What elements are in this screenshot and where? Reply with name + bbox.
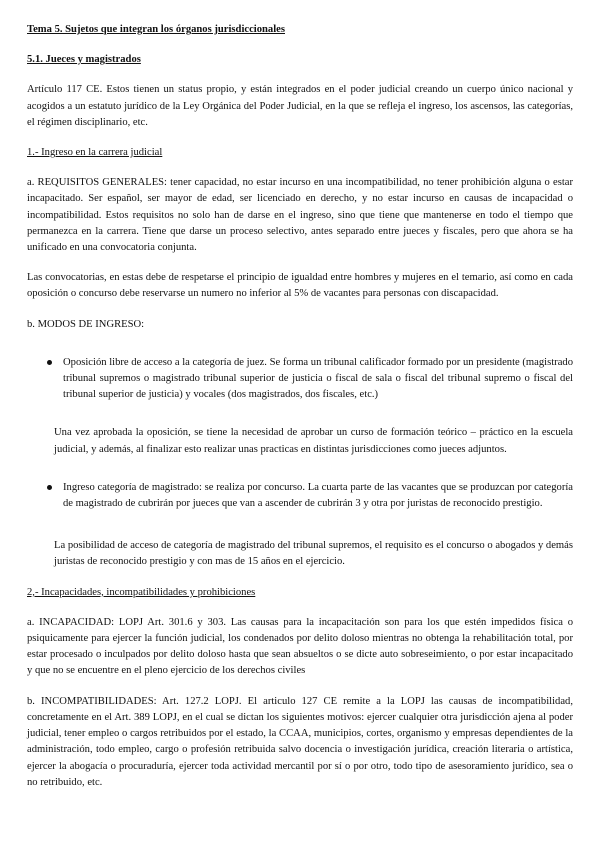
bullet-icon <box>47 360 52 365</box>
magistrado-note: La posibilidad de acceso de categoría de magistrado del tribunal supremos, el requisito es el concurso o abogados y demás juristas de reconocido prestigio y con mas de 15 años en el ejercicio. <box>54 540 573 568</box>
list-item-text: Oposición libre de acceso a la categoría de juez. Se forma un tribunal calificador formado por un presidente (magistrado tribunal supremos o magistrado tribunal superior de justicia o fiscal de sala o fiscal del tribunal supremo o fiscal del tribunal superior de justicia) y vocales (dos magistrados, dos fiscales, etc.) <box>63 356 573 401</box>
intro-paragraph: Artículo 117 CE. Estos tienen un status propio, y están integrados en el poder judicial creando un cuerpo único nacional y acogidos a un estatuto jurídico de la Ley Orgánica del Poder Judicial, en la que se refleja el ingreso, los ascensos, las categorías, el régimen disciplinario, etc. <box>27 84 573 128</box>
incompatibilidades-paragraph: b. INCOMPATIBILIDADES: Art. 127.2 LOPJ. El articulo 127 CE remite a la LOPJ las causas de incompatibilidad, concretamente en el Art. 389 LOPJ, en el cual se dictan los siguientes motivos: ejercer cualquier otra jurisdicción ajena al poder judicial, tener empleo o cargos retribuidos por el estado, la CCAA, municipios, cortes, organismo y empresas dependientes de la administración, todo empleo, cargo o profesión retribuida salvo docencia o investigación jurídica, creación literaria o artística, ejercer la abogacía o procuraduría, ejercer toda actividad mercantil por sí o por otro, todo tipo de asesoramiento jurídico, sea o no retribuido, etc. <box>27 695 573 788</box>
section-heading-incapacidades: 2,- Incapacidades, incompatibilidades y prohibiciones <box>27 586 256 598</box>
list-item-oposicion <box>27 355 573 404</box>
list-item-text: Ingreso categoría de magistrado: se realiza por concurso. La cuarta parte de las vacantes que se produzcan por categoría de magistrado de cubrirán por jueces que van a ascender de cubrirán 3 y otra por juristas de reconocido prestigio. <box>63 481 573 510</box>
document-page <box>27 22 573 805</box>
bullet-icon <box>47 485 52 490</box>
document-title: Tema 5. Sujetos que integran los órganos jurisdiccionales <box>27 24 285 35</box>
requisitos-paragraph: a. REQUISITOS GENERALES: tener capacidad, no estar incurso en una incompatibilidad, no tener prohibición alguna o estar incapacitado. Ser español, ser mayor de edad, ser licenciado en derecho, y no estar incurso en causas de incapacidad o incompatibilidad. Estos requisitos no solo han de darse en el ingreso, sino que tiene que mantenerse en todo el tiempo que permanezca en la carrera. Tiene que darse un proceso selectivo, antes separado entre jueces y fiscales, pero que ahora se ha unificado en una convocatoria conjunta. <box>27 177 573 254</box>
incapacidad-paragraph: a. INCAPACIDAD: LOPJ Art. 301.6 y 303. Las causas para la incapacitación son para los que estén impedidos física o psiquicamente para ejercer la función judicial, los condenados por delito doloso mientras no obtenga la rehabilitación total, por estar procesado o inculpados por delito doloso hasta que sean absueltos o se dicte auto sobreseimiento, o por estar incapacitado y que no se encuentre en el pleno ejercicio de los derechos civiles <box>27 616 573 677</box>
oposicion-note: Una vez aprobada la oposición, se tiene la necesidad de aprobar un curso de formación teórico – práctico en la escuela judicial, y además, al finalizar esto realizar unas practicas en distintas jurisdicciones como jueces adjuntos. <box>54 427 573 455</box>
modos-heading: b. MODOS DE INGRESO: <box>27 318 145 330</box>
list-item-magistrado <box>27 480 573 512</box>
section-title: 5.1. Jueces y magistrados <box>27 54 141 66</box>
section-heading-ingreso: 1.- Ingreso en la carrera judicial <box>27 147 163 159</box>
convocatorias-paragraph: Las convocatorias, en estas debe de respetarse el principio de igualdad entre hombres y mujeres en el temario, así como en cada oposición o concurso debe reservarse un numero no inferior al 5% de vacantes para personas con discapacidad. <box>27 272 573 300</box>
